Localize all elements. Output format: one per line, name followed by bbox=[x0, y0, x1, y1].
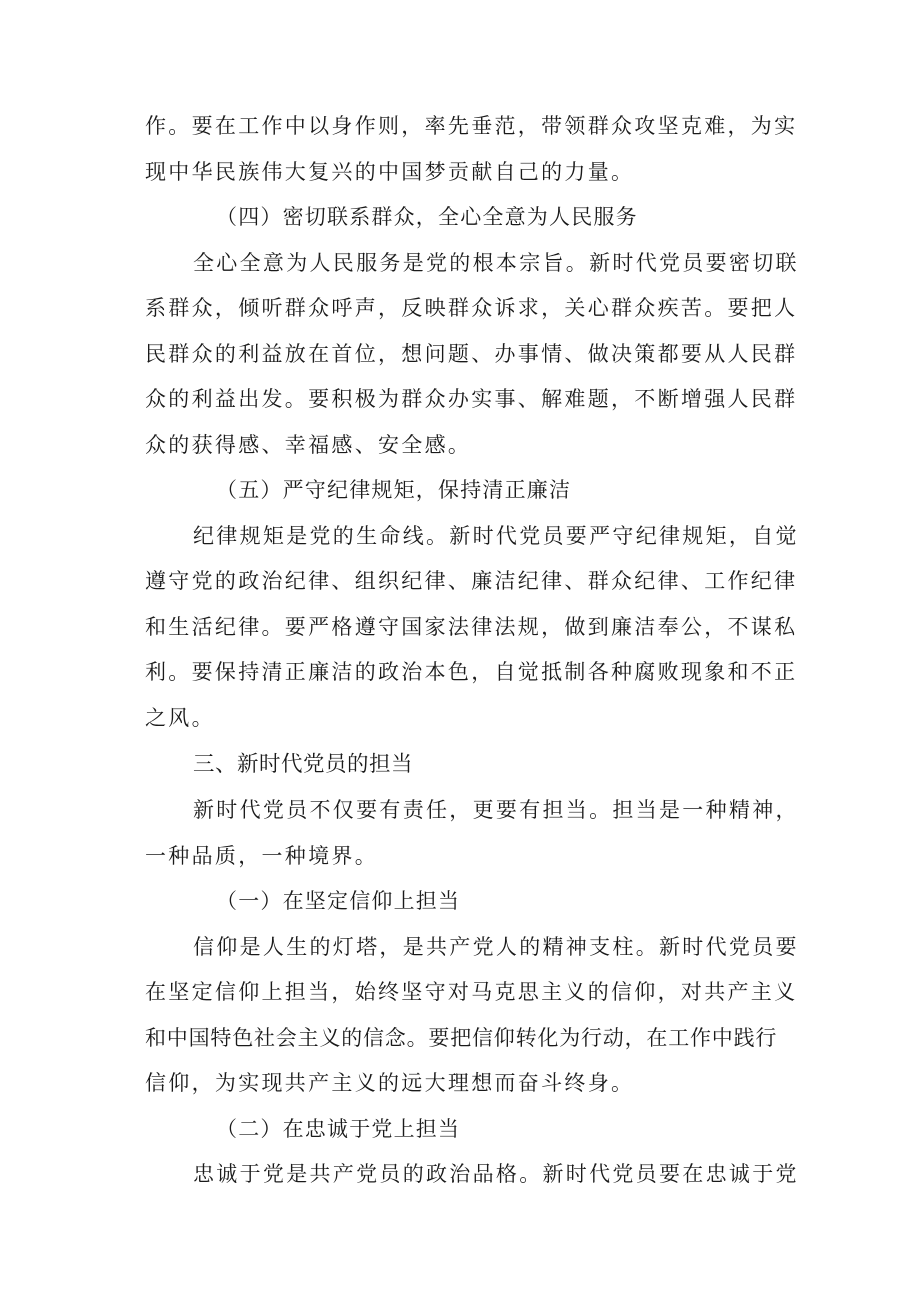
paragraph-line: 系群众，倾听群众呼声，反映群众诉求，关心群众疾苦。要把人 bbox=[145, 296, 798, 320]
section-heading-3: 三、新时代党员的担当 bbox=[193, 752, 414, 777]
sub-heading-5: （五）严守纪律规矩，保持清正廉洁 bbox=[216, 478, 572, 502]
paragraph-line: 民群众的利益放在首位，想问题、办事情、做决策都要从人民群 bbox=[145, 341, 798, 366]
paragraph-line: 在坚定信仰上担当，始终坚守对马克思主义的信仰，对共产主义 bbox=[145, 980, 798, 1004]
paragraph-line: 众的利益出发。要积极为群众办实事、解难题，不断增强人民群 bbox=[145, 387, 798, 411]
paragraph-line: 一种品质，一种境界。 bbox=[145, 843, 378, 868]
paragraph-line: 众的获得感、幸福感、安全感。 bbox=[145, 432, 472, 457]
paragraph-line: 利。要保持清正廉洁的政治本色，自觉抵制各种腐败现象和不正 bbox=[145, 660, 798, 684]
paragraph-line: 和生活纪律。要严格遵守国家法律法规，做到廉洁奉公，不谋私 bbox=[145, 614, 798, 639]
paragraph-line: 信仰，为实现共产主义的远大理想而奋斗终身。 bbox=[145, 1071, 635, 1095]
document-body bbox=[145, 104, 799, 1198]
sub-heading-4: （四）密切联系群众，全心全意为人民服务 bbox=[216, 205, 638, 229]
paragraph-line: 和中国特色社会主义的信念。要把信仰转化为行动，在工作中践行 bbox=[145, 1025, 778, 1050]
paragraph-line: 作。要在工作中以身作则，率先垂范，带领群众攻坚克难，为实 bbox=[145, 114, 798, 138]
paragraph-line: 新时代党员不仅要有责任，更要有担当。担当是一种精神， bbox=[193, 798, 799, 822]
paragraph-line: 现中华民族伟大复兴的中国梦贡献自己的力量。 bbox=[145, 159, 635, 184]
sub-heading-2: （二）在忠诚于党上担当 bbox=[216, 1116, 461, 1141]
paragraph-line: 忠诚于党是共产党员的政治品格。新时代党员要在忠诚于党 bbox=[193, 1162, 799, 1186]
paragraph-line: 纪律规矩是党的生命线。新时代党员要严守纪律规矩，自觉 bbox=[193, 523, 799, 548]
sub-heading-1: （一）在坚定信仰上担当 bbox=[216, 889, 461, 913]
paragraph-line: 信仰是人生的灯塔，是共产党人的精神支柱。新时代党员要 bbox=[193, 934, 799, 959]
paragraph-line: 遵守党的政治纪律、组织纪律、廉洁纪律、群众纪律、工作纪律 bbox=[145, 569, 798, 593]
paragraph-line: 之风。 bbox=[145, 705, 215, 730]
paragraph-line: 全心全意为人民服务是党的根本宗旨。新时代党员要密切联 bbox=[193, 250, 799, 275]
